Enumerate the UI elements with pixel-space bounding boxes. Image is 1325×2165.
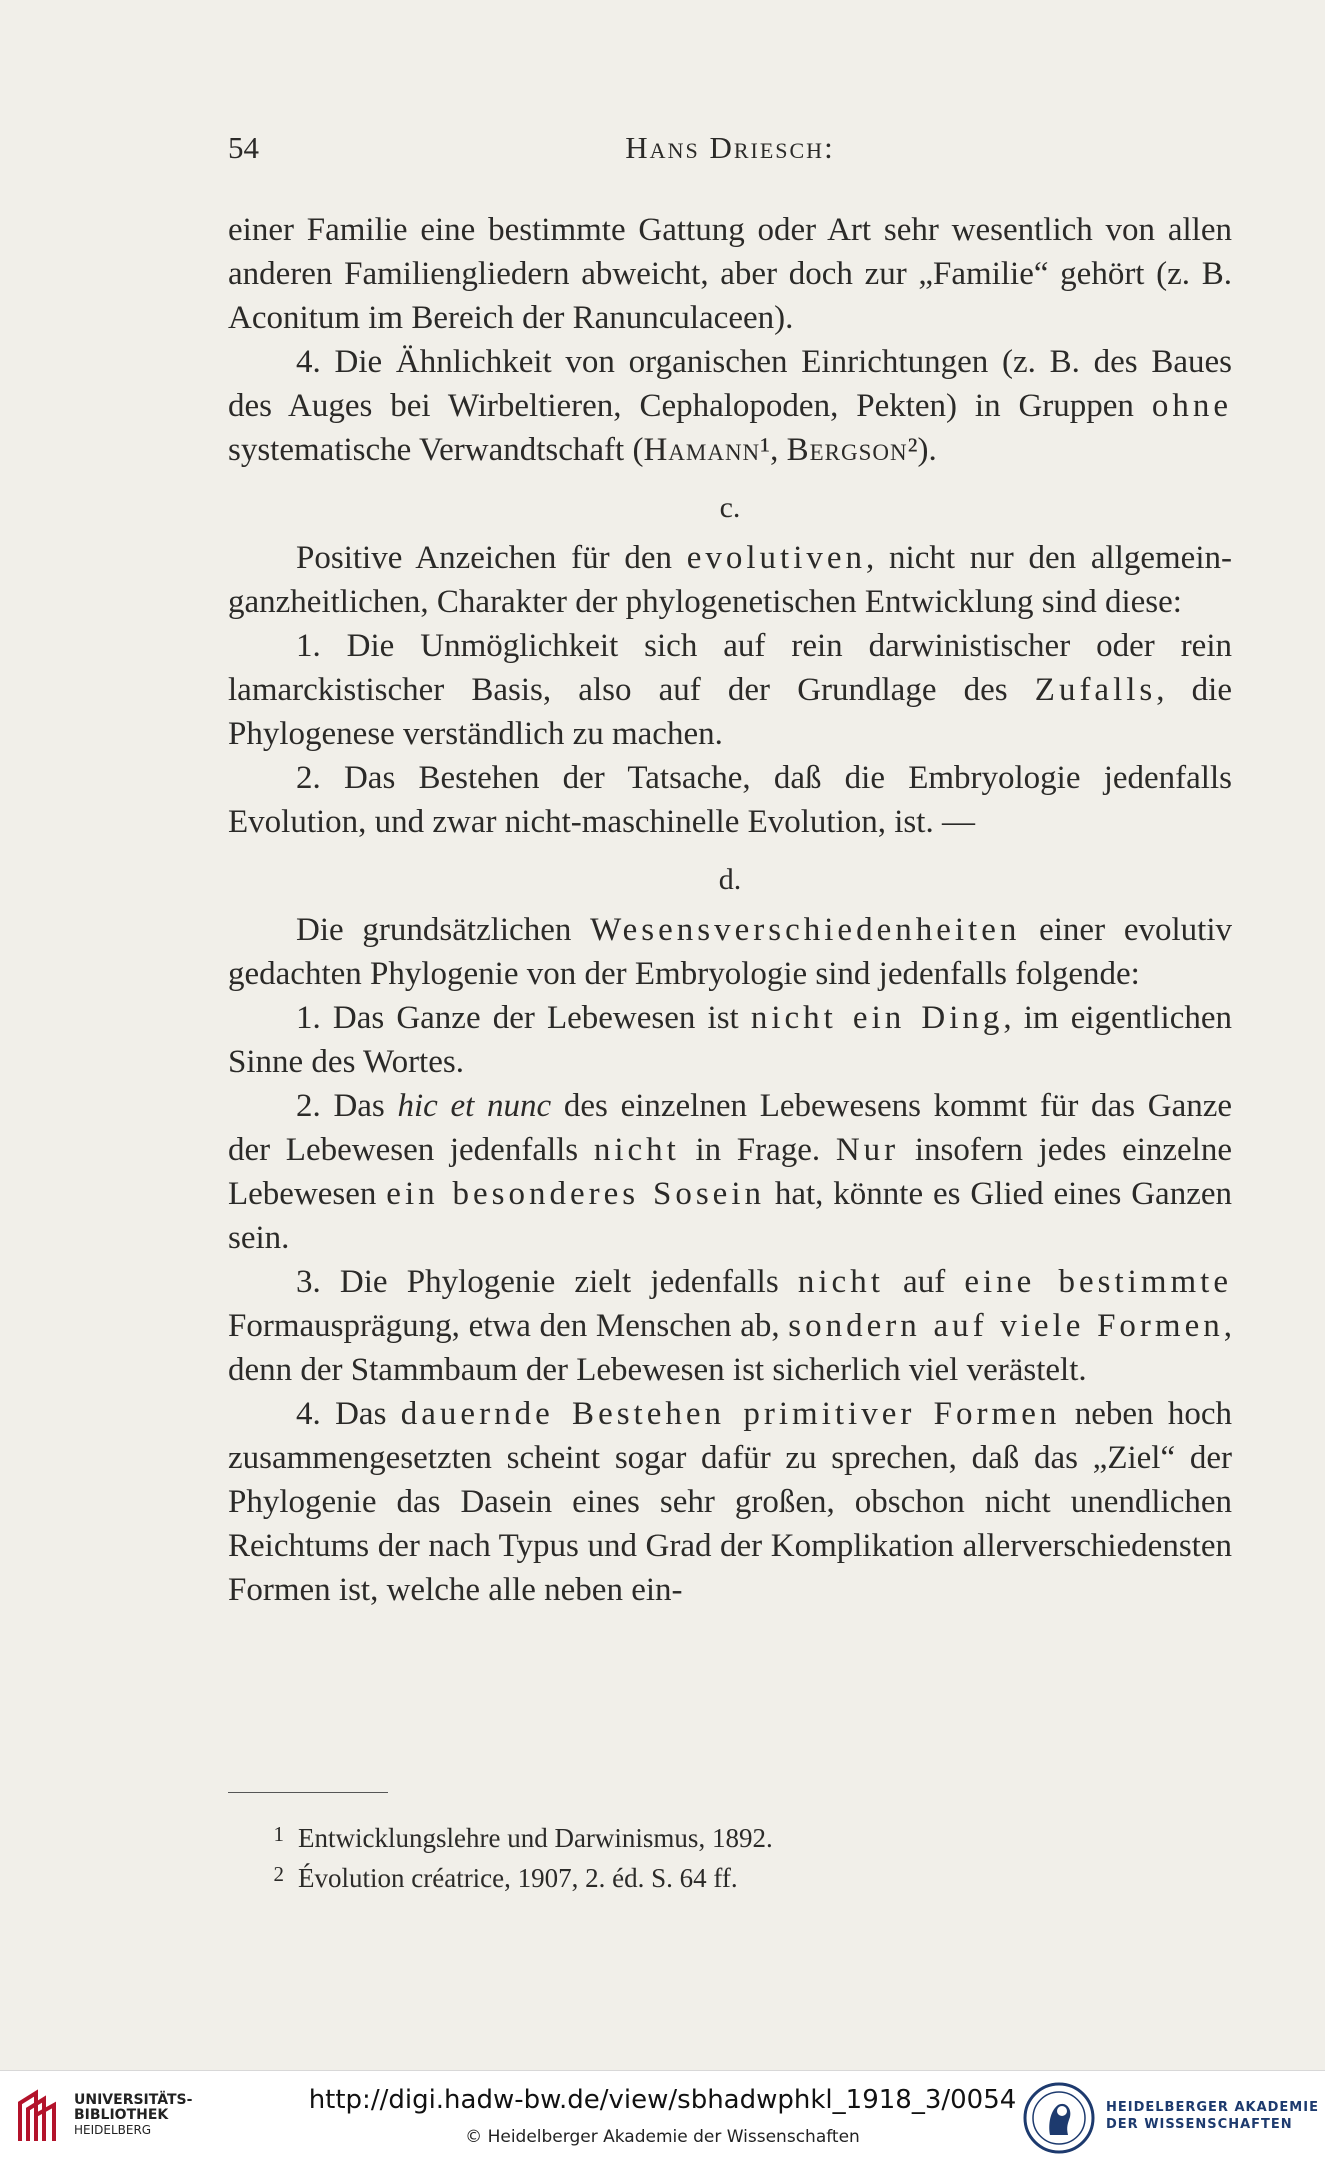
- paragraph-item-4: 4. Die Ähnlichkeit von organischen Einrichtungen (z. B. des Baues des Auges bei Wirbeltieren, Cephalopoden, Pekten) in Gruppen ohne systematische Verwandtschaft (Hamann¹, Bergson²).: [228, 344, 1232, 468]
- footnote-1: [228, 1816, 1232, 1856]
- footnote-marker: 2: [273, 1862, 284, 1886]
- paragraph-positive-signs: Positive Anzeichen für den evolutiven, nicht nur den allgemein-ganzheitlichen, Charakter der phylogenetischen Entwicklung sind diese:: [228, 540, 1232, 620]
- paragraph-differences: Die grundsätzlichen Wesensverschiedenheiten einer evolutiv gedachten Phylogenie von der Embryologie sind jedenfalls folgende:: [228, 912, 1233, 992]
- paragraph-d-4: 4. Das dauernde Bestehen primitiver Formen neben hoch zusammengesetzten scheint sogar dafür zu sprechen, daß das „Ziel“ der Phylogenie das Dasein eines sehr großen, obschon nicht unendlichen Reichtums der nach Typus und Grad der Komplikation allerverschiedensten Formen ist, welche alle neben ein-: [228, 1396, 1232, 1608]
- running-head: Hans Driesch:: [625, 130, 835, 165]
- page-header: [228, 130, 1232, 174]
- footnote-text: Entwicklungslehre und Darwinismus, 1892.: [298, 1823, 773, 1853]
- page-number: 54: [228, 130, 259, 165]
- section-heading-c: c.: [719, 491, 741, 524]
- permalink[interactable]: http://digi.hadw-bw.de/view/sbhadwphkl_1918_3/0054: [308, 2085, 1017, 2115]
- academy-name: HEIDELBERGER AKADEMIE DER WISSENSCHAFTEN: [1106, 2100, 1319, 2132]
- footnote-rule: [228, 1792, 388, 1793]
- viewer-footer: [0, 2070, 1325, 2165]
- paragraph-c-1: 1. Die Unmöglichkeit sich auf rein darwinistischer oder rein lamarckistischer Basis, also auf der Grundlage des Zufalls, die Phylogenese verständlich zu machen.: [228, 628, 1232, 752]
- university-library-name: UNIVERSITÄTS- BIBLIOTHEK HEIDELBERG: [74, 2092, 193, 2137]
- academy-seal-icon: [1022, 2081, 1096, 2155]
- footnote-text: Évolution créatrice, 1907, 2. éd. S. 64 ff.: [298, 1863, 738, 1893]
- paragraph-c-2: 2. Das Bestehen der Tatsache, daß die Embryologie jedenfalls Evolution, und zwar nicht-maschinelle Evolution, ist. —: [228, 760, 1232, 840]
- paragraph-d-3: 3. Die Phylogenie zielt jedenfalls nicht auf eine bestimmte Formausprägung, etwa den Menschen ab, sondern auf viele Formen, denn der Stammbaum der Lebewesen ist sicherlich viel verästelt.: [228, 1264, 1232, 1388]
- paragraph-d-2: 2. Das hic et nunc des einzelnen Lebewesens kommt für das Ganze der Lebewesen jedenfalls nicht in Frage. Nur insofern jedes einzelne Lebewesen ein besonderes Sosein hat, könnte es Glied eines Ganzen sein.: [228, 1088, 1233, 1256]
- body-text: [228, 208, 1232, 1612]
- footnote-2: [228, 1856, 1232, 1896]
- section-heading-d: d.: [718, 863, 742, 896]
- footnote-marker: 1: [273, 1822, 284, 1846]
- copyright-notice: © Heidelberger Akademie der Wissenschaften: [465, 2127, 860, 2147]
- paragraph-continuation: einer Familie eine bestimmte Gattung oder Art sehr wesentlich von allen anderen Familiengliedern abweicht, aber doch zur „Familie“ gehört (z. B. Aconitum im Bereich der Ranunculaceen).: [228, 212, 1232, 336]
- paragraph-d-1: 1. Das Ganze der Lebewesen ist nicht ein Ding, im eigentlichen Sinne des Wortes.: [228, 1000, 1232, 1080]
